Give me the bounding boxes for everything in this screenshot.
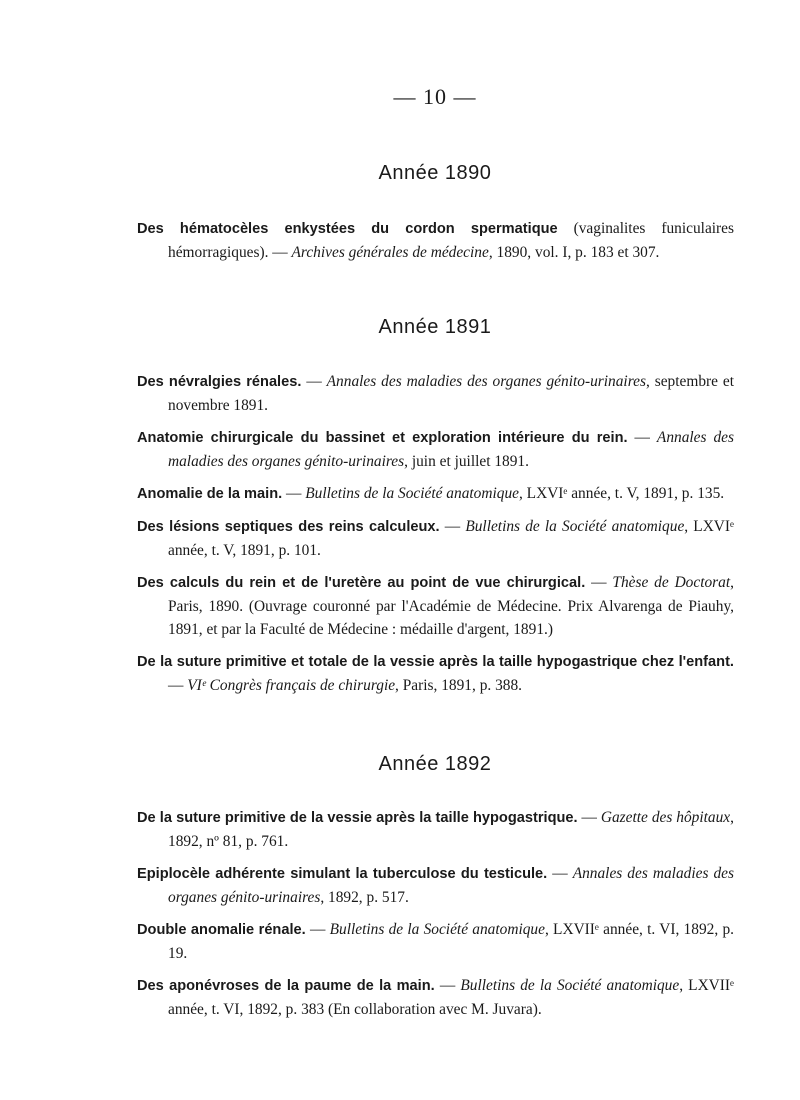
entry-dash: — [434, 977, 461, 994]
entry-dash: — [547, 865, 573, 882]
bibliography-entry [137, 426, 734, 473]
entry-source: Bulletins de la Société anatomique [465, 518, 685, 535]
entry-dash: — [627, 429, 657, 446]
entry-source: Annales des maladies des organes génito-urinaires [168, 429, 735, 470]
entry-dash: — [585, 574, 613, 591]
bibliography-entry [137, 918, 734, 965]
entry-details: , 1892, nº 81, p. 761. [168, 809, 734, 850]
entry-title: De la suture primitive et totale de la vessie après la taille hypogastrique chez l'enfant. [137, 654, 734, 670]
entry-title: Des calculs du rein et de l'uretère au point de vue chirurgical. [137, 575, 586, 591]
section-heading-1890: Année 1890 [378, 162, 492, 184]
entry-details: , juin et juillet 1891. [404, 453, 529, 470]
entry-source: Archives générales de médecine [291, 244, 489, 261]
section-1890-entries [137, 217, 734, 264]
entry-source: Thèse de Doctorat [612, 574, 731, 591]
section-heading-1892: Année 1892 [378, 753, 492, 775]
section-1892-entries [137, 806, 734, 1021]
entry-source: Gazette des hôpitaux [600, 809, 731, 826]
bibliography-entry [137, 482, 734, 506]
entry-title: Anomalie de la main. [137, 486, 283, 502]
bibliography-entry [137, 650, 734, 697]
entry-source: Bulletins de la Société anatomique [460, 977, 680, 994]
entry-details: , Paris, 1891, p. 388. [395, 677, 523, 694]
entry-source: Annales des maladies des organes génito-urinaires [326, 373, 646, 390]
entry-source: Annales des maladies des organes génito-urinaires [168, 865, 734, 906]
section-heading-1891: Année 1891 [378, 316, 492, 338]
entry-details: , septembre et novembre 1891. [168, 373, 734, 414]
entry-details: , 1890, vol. I, p. 183 et 307. [488, 244, 660, 261]
bibliography-entry [137, 806, 734, 853]
bibliography-entry [137, 370, 734, 417]
entry-details: , 1892, p. 517. [320, 889, 409, 906]
entry-dash: — [282, 485, 306, 502]
entry-title: Des névralgies rénales. [137, 374, 302, 390]
entry-details: , LXVIᵉ année, t. V, 1891, p. 135. [518, 485, 725, 502]
entry-details: , LXVIᵉ année, t. V, 1891, p. 101. [168, 518, 734, 559]
section-1891-entries [137, 370, 734, 697]
bibliography-entry [137, 974, 734, 1021]
entry-title: Double anomalie rénale. [137, 922, 306, 938]
entry-note: (vaginalites funiculaires hémorragiques). — [168, 220, 734, 261]
entry-source: VIᵉ Congrès français de chirurgie [187, 677, 396, 694]
entry-title: De la suture primitive de la vessie après la taille hypogastrique. [137, 810, 578, 826]
entry-title: Des hématocèles enkystées du cordon spermatique [137, 221, 558, 237]
bibliography-entry [137, 571, 734, 641]
entry-dash: — [305, 921, 330, 938]
entry-dash: — [301, 373, 327, 390]
entry-dash: — [439, 518, 466, 535]
entry-dash: — [168, 677, 188, 694]
entry-title: Des lésions septiques des reins calculeux. [137, 519, 440, 535]
entry-dash: — [577, 809, 601, 826]
entry-source: Bulletins de la Société anatomique [305, 485, 519, 502]
page-number: — 10 — [393, 84, 477, 109]
entry-details: , LXVIIᵉ année, t. VI, 1892, p. 19. [168, 921, 734, 962]
entry-source: Bulletins de la Société anatomique [329, 921, 545, 938]
entry-title: Epiplocèle adhérente simulant la tuberculose du testicule. [137, 866, 548, 882]
entry-title: Anatomie chirurgicale du bassinet et exploration intérieure du rein. [137, 430, 628, 446]
bibliography-entry [137, 515, 734, 562]
bibliography-entry [137, 862, 734, 909]
entry-details: , Paris, 1890. (Ouvrage couronné par l'Académie de Médecine. Prix Alvarenga de Piauhy, 1891, et par la Faculté de Médecine : médaille d'argent, 1891.) [168, 574, 734, 638]
entry-details: , LXVIIᵉ année, t. VI, 1892, p. 383 (En collaboration avec M. Juvara). [168, 977, 734, 1018]
bibliography-entry [137, 217, 734, 264]
entry-title: Des aponévroses de la paume de la main. [137, 978, 435, 994]
